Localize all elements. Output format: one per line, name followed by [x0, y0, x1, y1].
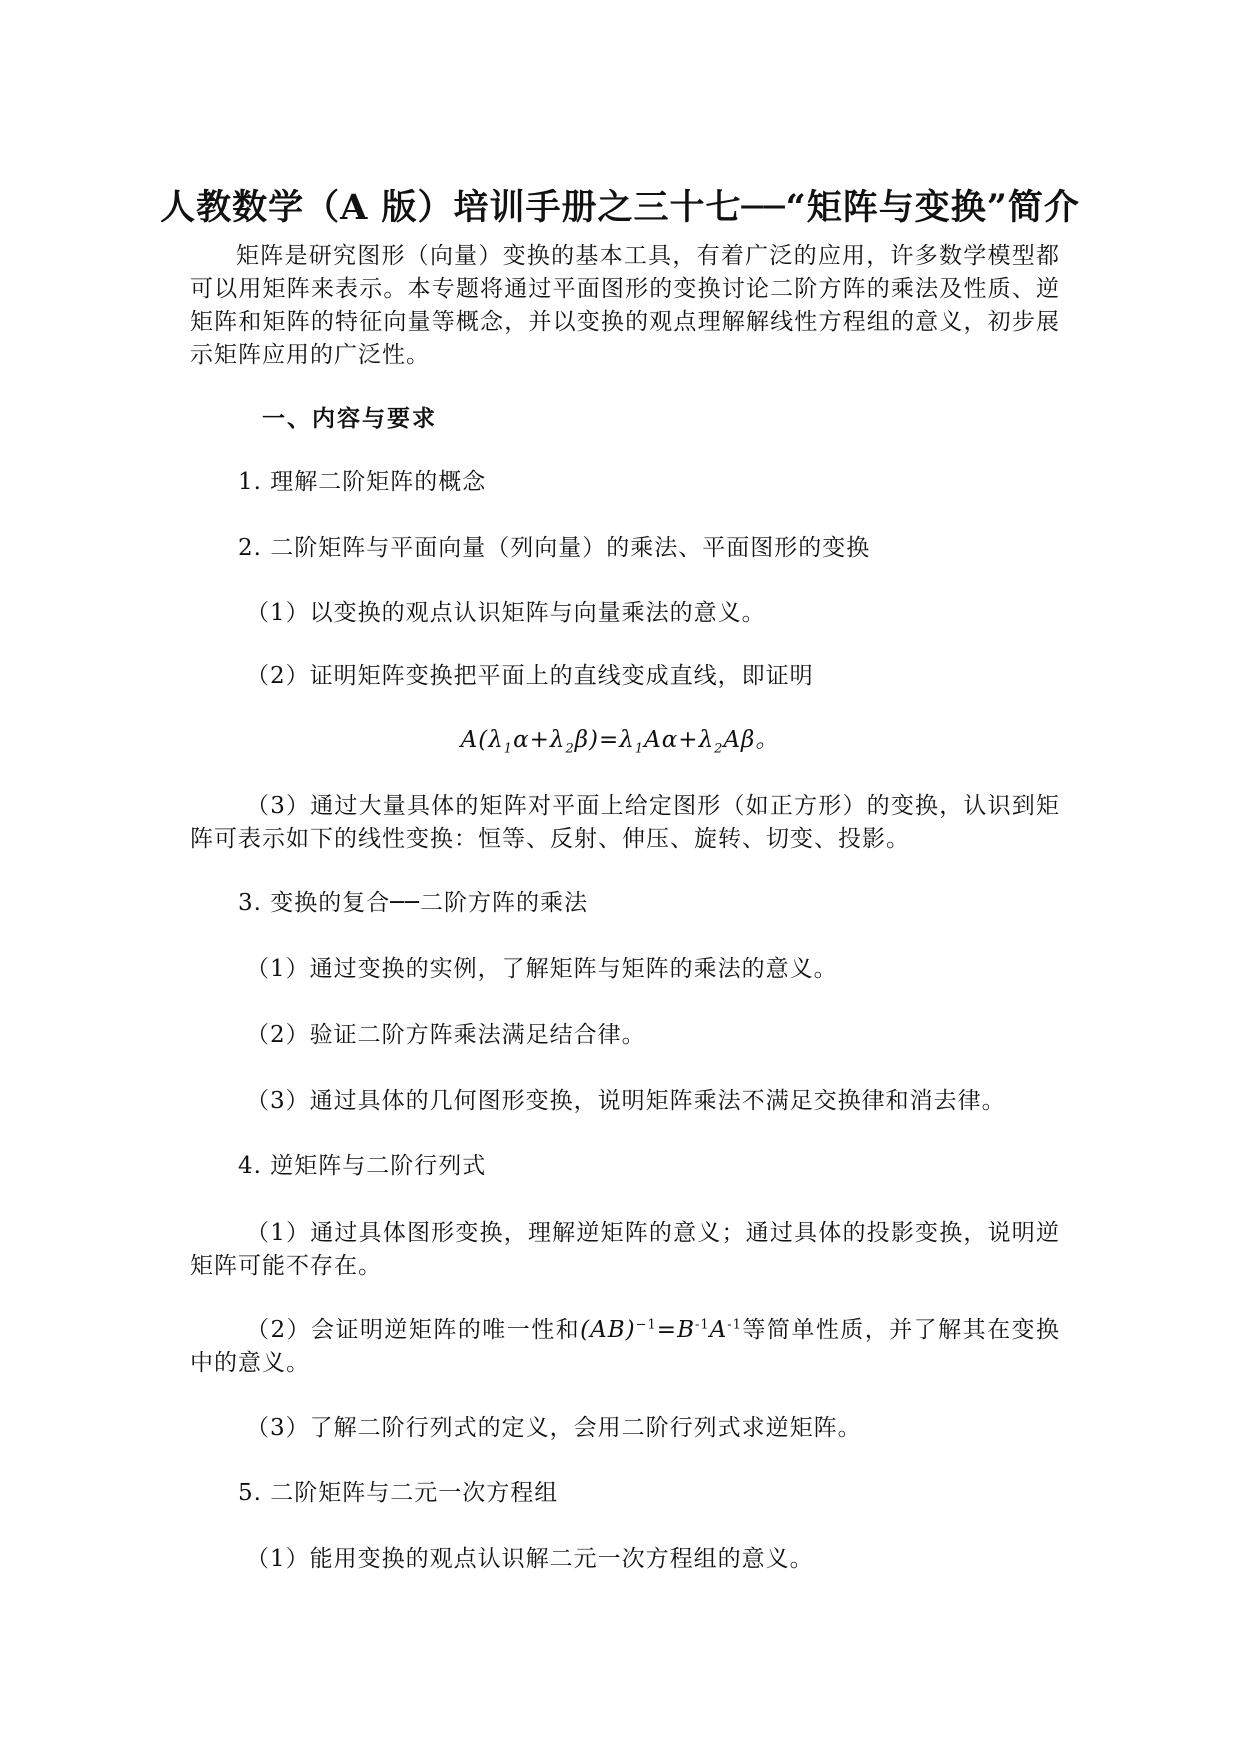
- item-4-2-post: 等简单性质，并了解其在变换中的意义。: [190, 1317, 1061, 1376]
- item-4-2: [190, 1314, 1060, 1380]
- formula-sub-3: 1: [634, 741, 645, 757]
- item-3: 3. 变换的复合──二阶方阵的乘法: [238, 890, 588, 916]
- item-5-1: （1）能用变换的观点认识解二元一次方程组的意义。: [246, 1546, 814, 1572]
- inverse-product-term: (AB): [580, 1317, 636, 1343]
- item-2-1: （1）以变换的观点认识矩阵与向量乘法的意义。: [246, 600, 766, 626]
- formula-part-a: A(λ: [460, 727, 504, 753]
- exponent-2: -1: [694, 1317, 710, 1333]
- intro-paragraph: 矩阵是研究图形（向量）变换的基本工具，有着广泛的应用，许多数学模型都可以用矩阵来表示。本专题将通过平面图形的变换讨论二阶方阵的乘法及性质、逆矩阵和矩阵的特征向量等概念，并以变换的观点理解解线性方程组的意义，初步展示矩阵应用的广泛性。: [190, 243, 1060, 368]
- formula-part-d: Aα+λ: [644, 727, 715, 753]
- exponent-1: −1: [635, 1317, 657, 1333]
- item-2-3: （3）通过大量具体的矩阵对平面上给定图形（如正方形）的变换，认识到矩阵可表示如下的线性变换：恒等、反射、伸压、旋转、切变、投影。: [190, 793, 1060, 852]
- inverse-b-term: =B: [656, 1317, 695, 1343]
- item-2-2: （2）证明矩阵变换把平面上的直线变成直线，即证明: [246, 663, 814, 689]
- exponent-3: -1: [727, 1317, 742, 1333]
- item-5: 5. 二阶矩阵与二元一次方程组: [238, 1480, 559, 1506]
- formula-part-b: α+λ: [513, 727, 566, 753]
- formula-part-c: β)=λ: [574, 727, 635, 753]
- item-4-1: （1）通过具体图形变换，理解逆矩阵的意义；通过具体的投影变换，说明逆矩阵可能不存在。: [190, 1220, 1060, 1279]
- item-2: 2. 二阶矩阵与平面向量（列向量）的乘法、平面图形的变换: [238, 535, 871, 561]
- item-3-3: （3）通过具体的几何图形变换，说明矩阵乘法不满足交换律和消去律。: [246, 1088, 1006, 1114]
- item-4: 4. 逆矩阵与二阶行列式: [238, 1153, 487, 1179]
- item-3-1: （1）通过变换的实例，了解矩阵与矩阵的乘法的意义。: [246, 956, 838, 982]
- item-4-2-pre: （2）会证明逆矩阵的唯一性和: [246, 1317, 581, 1343]
- formula-sub-2: 2: [565, 741, 575, 757]
- section-heading: 一、内容与要求: [262, 405, 437, 432]
- formula-part-e: Aβ。: [723, 727, 780, 753]
- formula-sub-4: 2: [714, 741, 724, 757]
- linearity-formula: [0, 724, 1240, 757]
- inverse-a-term: A: [709, 1317, 728, 1343]
- document-title: 人教数学（A 版）培训手册之三十七──“矩阵与变换”简介: [160, 187, 1080, 228]
- formula-sub-1: 1: [503, 741, 514, 757]
- item-4-3: （3）了解二阶行列式的定义，会用二阶行列式求逆矩阵。: [246, 1415, 862, 1441]
- item-1: 1. 理解二阶矩阵的概念: [238, 469, 487, 495]
- item-3-2: （2）验证二阶方阵乘法满足结合律。: [246, 1022, 646, 1048]
